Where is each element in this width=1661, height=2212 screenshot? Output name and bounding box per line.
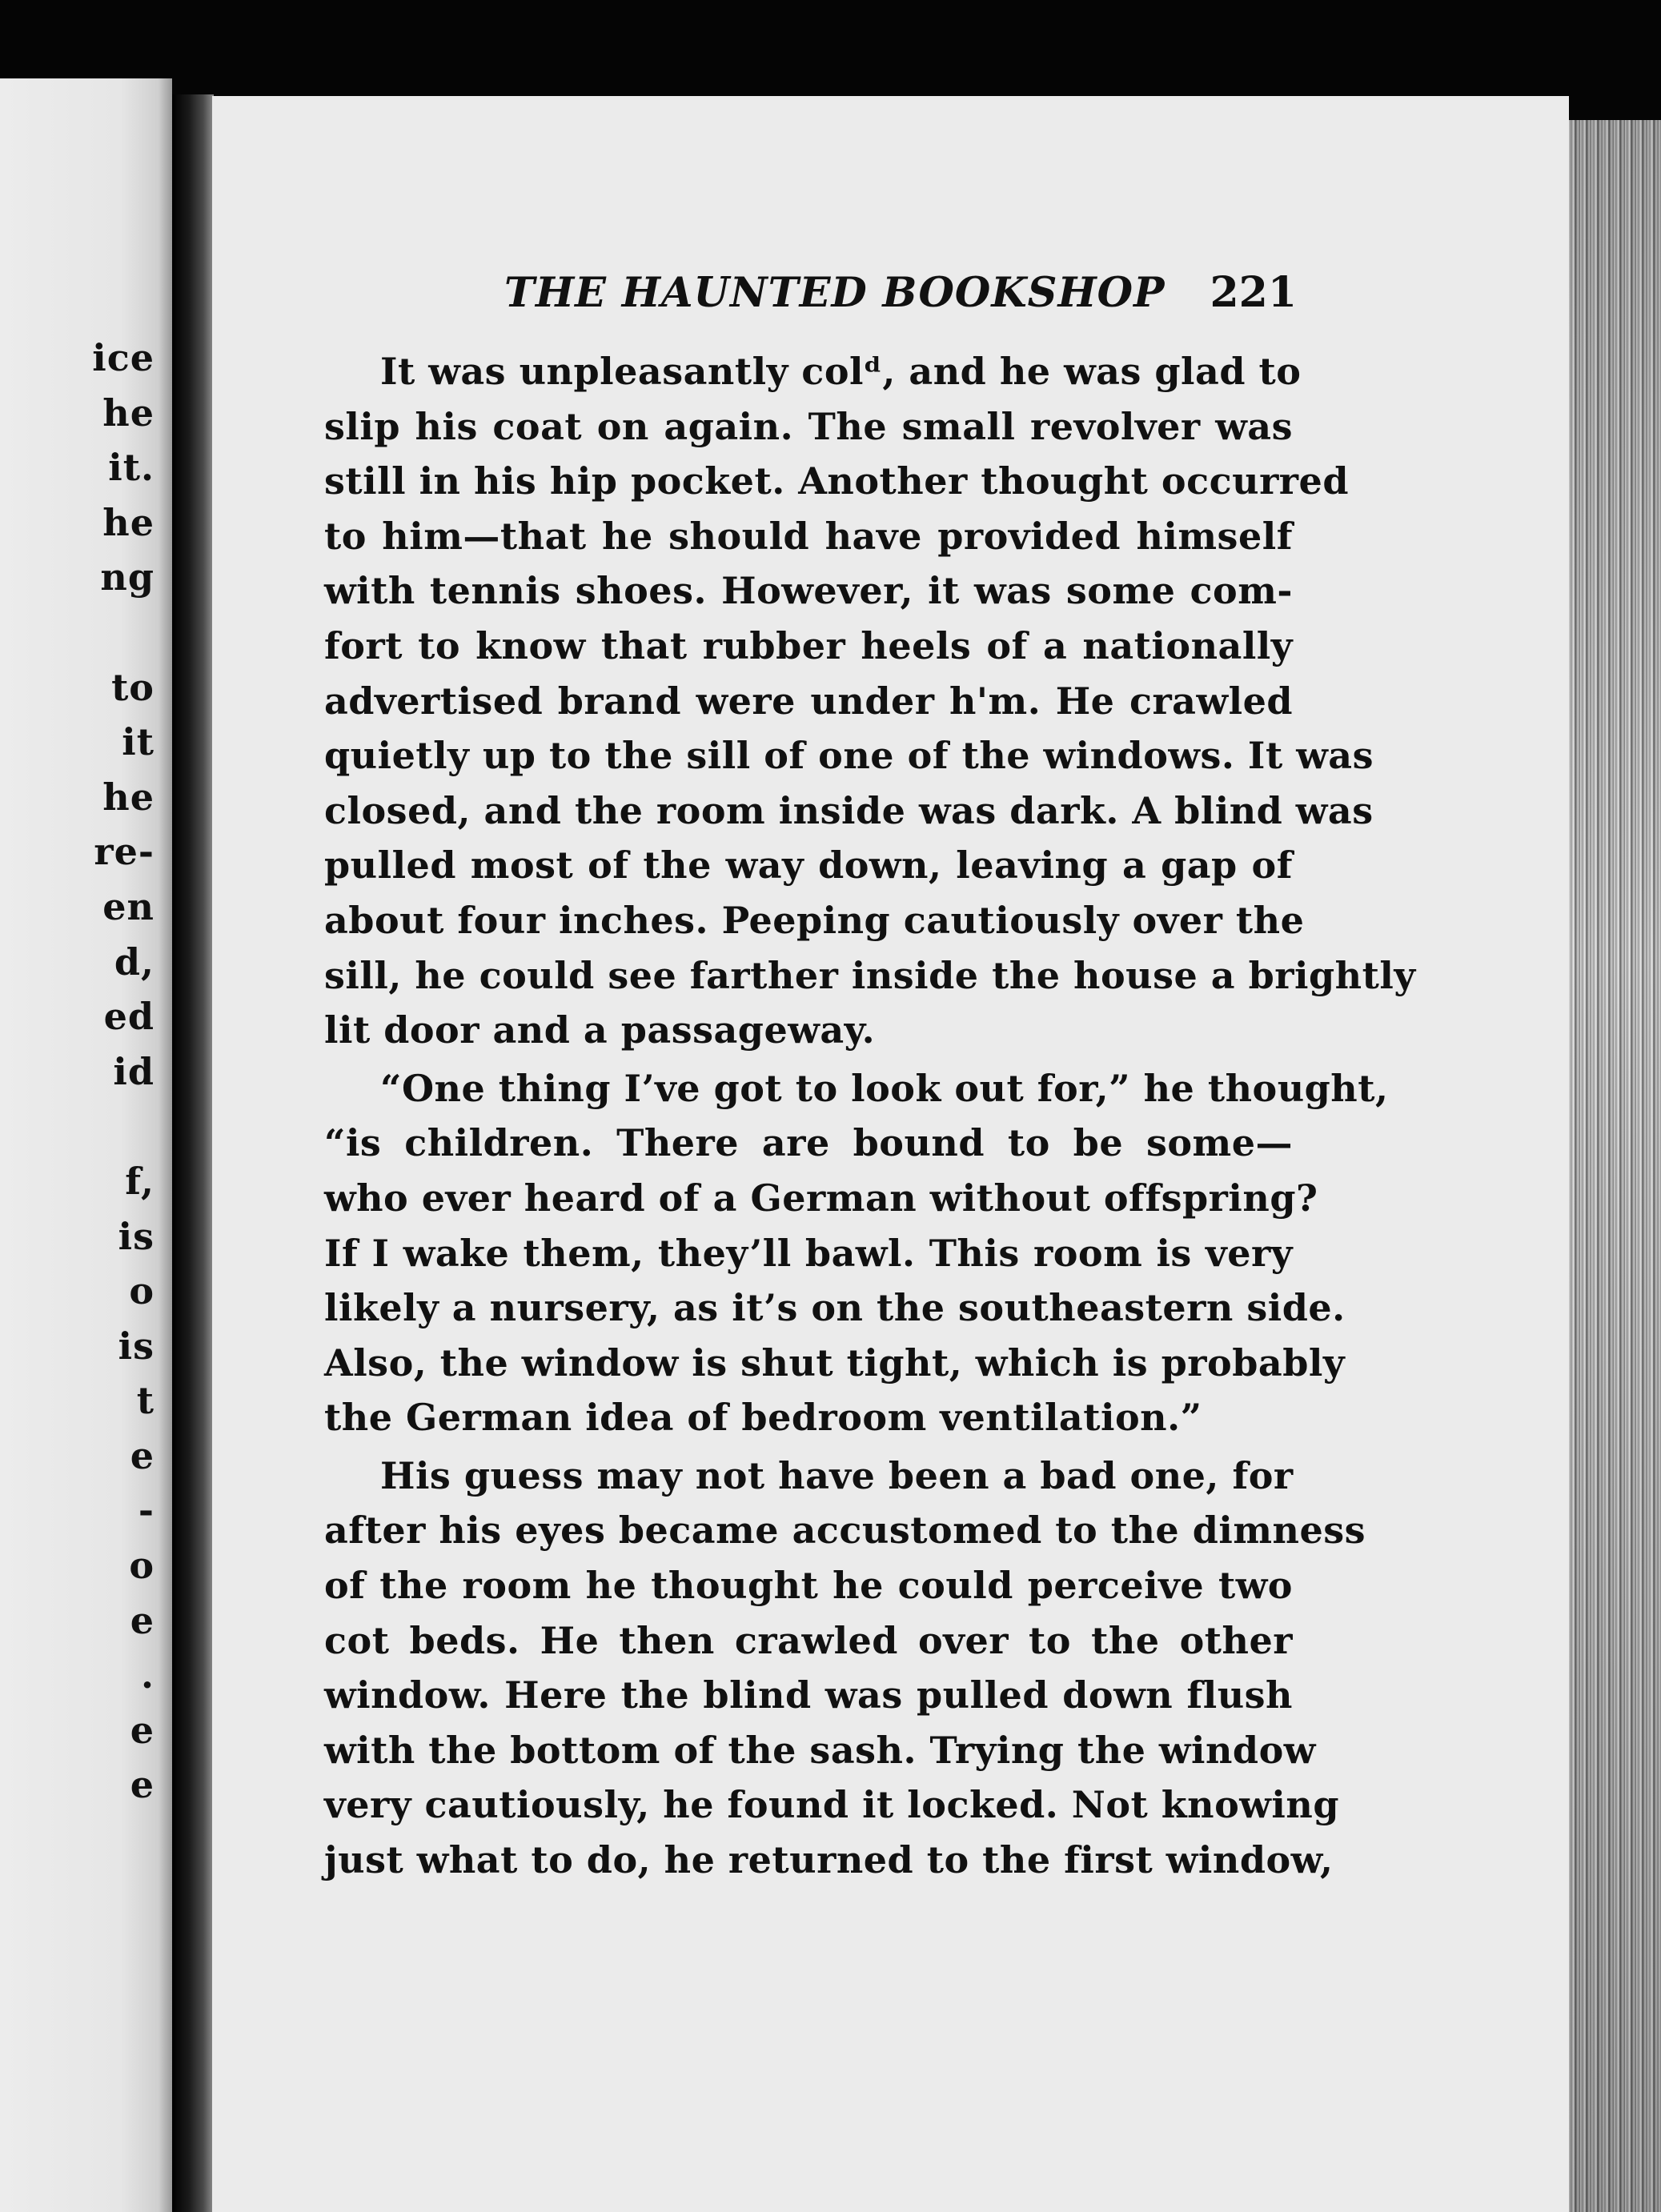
- facing-page-fragment: it: [122, 720, 154, 764]
- text-line: cot beds. He then crawled over to the other: [324, 1618, 1293, 1662]
- text-line: “One thing I’ve got to look out for,” he thought,: [380, 1066, 1389, 1110]
- text-line: Also, the window is shut tight, which is probably: [324, 1340, 1346, 1385]
- text-line: still in his hip pocket. Another thought occurred: [324, 459, 1349, 503]
- facing-page-fragment: re-: [94, 830, 154, 874]
- facing-page-fragment: he: [102, 391, 154, 435]
- facing-page-fragment: o: [129, 1544, 154, 1588]
- facing-page-fragment: .: [140, 1653, 154, 1697]
- facing-page-fragment: o: [129, 1269, 154, 1313]
- text-line: sill, he could see farther inside the house a brightly: [324, 953, 1416, 997]
- text-line: who ever heard of a German without offspring?: [324, 1176, 1318, 1220]
- facing-page-fragment: ng: [100, 555, 154, 599]
- facing-page-fragment: en: [102, 884, 154, 928]
- book-gutter: [172, 94, 214, 2212]
- facing-page-fragment: ice: [92, 336, 154, 379]
- facing-page-fragment: he: [102, 500, 154, 544]
- text-line: If I wake them, they’ll bawl. This room is very: [324, 1231, 1293, 1275]
- facing-page-fragment: f,: [125, 1159, 154, 1203]
- facing-page-fragment: e: [130, 1598, 154, 1642]
- facing-page-fragment: he: [102, 775, 154, 819]
- text-line: the German idea of bedroom ventilation.”: [324, 1396, 1202, 1440]
- facing-page-fragment: [50, 605, 154, 660]
- text-line: pulled most of the way down, leaving a gap of: [324, 844, 1293, 888]
- text-line: with tennis shoes. However, it was some com-: [324, 569, 1293, 613]
- text-line: closed, and the room inside was dark. A blind was: [324, 788, 1374, 832]
- facing-page-fragment: it.: [108, 446, 154, 490]
- text-line: quietly up to the sill of one of the windows. It was: [324, 734, 1374, 778]
- text-line: “is children. There are bound to be some—: [324, 1121, 1293, 1165]
- text-line: fort to know that rubber heels of a nationally: [324, 623, 1293, 667]
- facing-page-fragment: -: [138, 1489, 154, 1533]
- facing-page-fragment: e: [130, 1433, 154, 1477]
- facing-page-fragment: d,: [114, 940, 154, 984]
- running-head: [504, 268, 1297, 324]
- page-edges: [1569, 120, 1661, 2212]
- facing-page-fragment: e: [130, 1763, 154, 1807]
- facing-page-fragment: to: [111, 665, 154, 709]
- page-number: 221: [1210, 268, 1297, 317]
- facing-page-fragment: t: [136, 1379, 154, 1423]
- text-line: with the bottom of the sash. Trying the window: [324, 1728, 1316, 1772]
- text-line: of the room he thought he could perceive two: [324, 1564, 1293, 1608]
- facing-page-fragment: is: [118, 1324, 154, 1368]
- text-line: slip his coat on again. The small revolver was: [324, 404, 1293, 448]
- text-line: His guess may not have been a bad one, for: [380, 1453, 1294, 1497]
- text-line: just what to do, he returned to the first window,: [324, 1838, 1334, 1882]
- body-text: [324, 344, 1416, 1888]
- facing-page-fragment: is: [118, 1214, 154, 1258]
- facing-page-fragment: [50, 1099, 154, 1154]
- facing-page-text-fragments: [50, 331, 154, 1813]
- text-line: It was unpleasantly colᵈ, and he was glad to: [380, 350, 1302, 393]
- text-line: after his eyes became accustomed to the dimness: [324, 1509, 1366, 1553]
- text-line: window. Here the blind was pulled down flush: [324, 1673, 1293, 1717]
- text-line: to him—that he should have provided himself: [324, 514, 1293, 558]
- facing-page-fragment: e: [130, 1708, 154, 1752]
- text-line: very cautiously, he found it locked. Not knowing: [324, 1783, 1339, 1827]
- facing-page-fragment: ed: [103, 995, 154, 1039]
- text-line: about four inches. Peeping cautiously over the: [324, 898, 1305, 942]
- running-title: THE HAUNTED BOOKSHOP: [504, 269, 1166, 317]
- facing-page-left: [0, 78, 172, 2212]
- text-line: likely a nursery, as it’s on the southeastern side.: [324, 1286, 1346, 1330]
- text-line: advertised brand were under h'm. He crawled: [324, 679, 1293, 723]
- text-line: lit door and a passageway.: [324, 1008, 876, 1052]
- facing-page-fragment: id: [113, 1049, 154, 1093]
